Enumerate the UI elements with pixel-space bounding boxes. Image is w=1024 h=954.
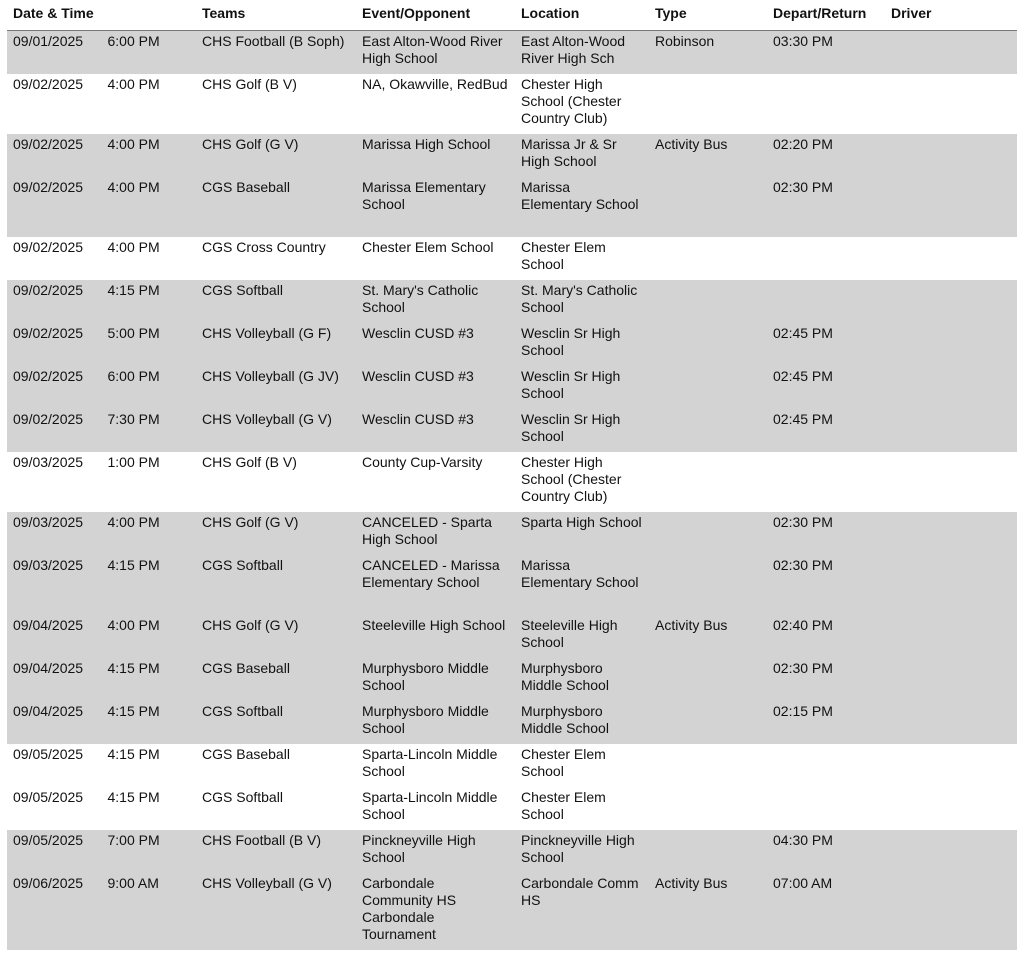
cell-date: 09/03/2025 (7, 512, 102, 555)
cell-type (649, 409, 767, 452)
cell-depart: 02:20 PM (767, 134, 885, 177)
cell-type: Activity Bus (649, 615, 767, 658)
cell-driver (885, 787, 1017, 830)
cell-team: CHS Volleyball (G V) (196, 873, 356, 950)
cell-driver (885, 323, 1017, 366)
cell-event: Wesclin CUSD #3 (356, 366, 515, 409)
cell-date: 09/05/2025 (7, 744, 102, 787)
cell-date: 09/05/2025 (7, 787, 102, 830)
table-row (7, 452, 1017, 512)
cell-date: 09/02/2025 (7, 237, 102, 280)
cell-time: 1:00 PM (102, 452, 197, 512)
cell-location: Chester High School (Chester Country Club) (515, 74, 649, 134)
cell-date: 09/02/2025 (7, 177, 102, 237)
table-row (7, 701, 1017, 744)
cell-event: NA, Okawville, RedBud (356, 74, 515, 134)
cell-depart: 02:45 PM (767, 366, 885, 409)
cell-location: Chester High School (Chester Country Club) (515, 452, 649, 512)
cell-time: 4:00 PM (102, 237, 197, 280)
cell-time: 4:00 PM (102, 615, 197, 658)
cell-location: Steeleville High School (515, 615, 649, 658)
table-row (7, 615, 1017, 658)
cell-location: St. Mary's Catholic School (515, 280, 649, 323)
cell-date: 09/02/2025 (7, 409, 102, 452)
cell-type (649, 744, 767, 787)
cell-team: CHS Golf (G V) (196, 615, 356, 658)
cell-type (649, 237, 767, 280)
cell-time: 4:15 PM (102, 701, 197, 744)
cell-time: 5:00 PM (102, 323, 197, 366)
cell-team: CGS Softball (196, 280, 356, 323)
cell-time: 4:15 PM (102, 555, 197, 615)
cell-driver (885, 134, 1017, 177)
cell-date: 09/02/2025 (7, 323, 102, 366)
cell-date: 09/04/2025 (7, 701, 102, 744)
schedule-table (7, 5, 1017, 950)
cell-type (649, 512, 767, 555)
header-date-time: Date & Time (7, 5, 196, 31)
cell-location: East Alton-Wood River High Sch (515, 31, 649, 75)
cell-type (649, 323, 767, 366)
cell-depart (767, 74, 885, 134)
cell-driver (885, 744, 1017, 787)
cell-event: Marissa High School (356, 134, 515, 177)
cell-depart: 03:30 PM (767, 31, 885, 75)
cell-location: Chester Elem School (515, 744, 649, 787)
cell-event: CANCELED - Sparta High School (356, 512, 515, 555)
cell-type (649, 658, 767, 701)
cell-date: 09/05/2025 (7, 830, 102, 873)
cell-location: Chester Elem School (515, 237, 649, 280)
cell-driver (885, 701, 1017, 744)
cell-date: 09/04/2025 (7, 658, 102, 701)
cell-driver (885, 615, 1017, 658)
header-location: Location (515, 5, 649, 31)
cell-time: 6:00 PM (102, 31, 197, 75)
table-row (7, 134, 1017, 177)
cell-time: 7:30 PM (102, 409, 197, 452)
cell-event: Wesclin CUSD #3 (356, 323, 515, 366)
table-row (7, 177, 1017, 237)
cell-event: Sparta-Lincoln Middle School (356, 744, 515, 787)
cell-time: 4:15 PM (102, 787, 197, 830)
cell-time: 4:15 PM (102, 280, 197, 323)
cell-time: 6:00 PM (102, 366, 197, 409)
table-row (7, 237, 1017, 280)
cell-depart: 02:30 PM (767, 512, 885, 555)
table-row (7, 74, 1017, 134)
cell-location: Marissa Elementary School (515, 555, 649, 615)
table-row (7, 555, 1017, 615)
cell-driver (885, 74, 1017, 134)
cell-depart (767, 452, 885, 512)
cell-driver (885, 555, 1017, 615)
cell-team: CGS Baseball (196, 744, 356, 787)
cell-time: 4:00 PM (102, 177, 197, 237)
header-teams: Teams (196, 5, 356, 31)
cell-driver (885, 177, 1017, 237)
cell-event: East Alton-Wood River High School (356, 31, 515, 75)
cell-time: 4:00 PM (102, 512, 197, 555)
cell-depart: 07:00 AM (767, 873, 885, 950)
cell-type (649, 701, 767, 744)
cell-time: 4:15 PM (102, 744, 197, 787)
cell-event: CANCELED - Marissa Elementary School (356, 555, 515, 615)
cell-team: CHS Volleyball (G JV) (196, 366, 356, 409)
cell-location: Marissa Jr & Sr High School (515, 134, 649, 177)
cell-type: Robinson (649, 31, 767, 75)
cell-team: CGS Softball (196, 787, 356, 830)
cell-location: Sparta High School (515, 512, 649, 555)
header-driver: Driver (885, 5, 1017, 31)
cell-type (649, 452, 767, 512)
cell-driver (885, 280, 1017, 323)
cell-team: CHS Golf (B V) (196, 74, 356, 134)
cell-type: Activity Bus (649, 873, 767, 950)
cell-driver (885, 452, 1017, 512)
table-row (7, 658, 1017, 701)
cell-team: CHS Golf (B V) (196, 452, 356, 512)
cell-depart: 02:15 PM (767, 701, 885, 744)
cell-team: CHS Golf (G V) (196, 134, 356, 177)
cell-location: Chester Elem School (515, 787, 649, 830)
cell-time: 4:00 PM (102, 134, 197, 177)
cell-type (649, 555, 767, 615)
cell-driver (885, 658, 1017, 701)
cell-date: 09/04/2025 (7, 615, 102, 658)
cell-date: 09/01/2025 (7, 31, 102, 75)
cell-depart (767, 280, 885, 323)
cell-event: St. Mary's Catholic School (356, 280, 515, 323)
cell-time: 9:00 AM (102, 873, 197, 950)
cell-team: CGS Baseball (196, 658, 356, 701)
cell-location: Wesclin Sr High School (515, 323, 649, 366)
cell-depart: 02:40 PM (767, 615, 885, 658)
table-row (7, 366, 1017, 409)
cell-team: CGS Softball (196, 555, 356, 615)
cell-depart: 02:30 PM (767, 555, 885, 615)
cell-driver (885, 873, 1017, 950)
cell-date: 09/03/2025 (7, 555, 102, 615)
cell-date: 09/03/2025 (7, 452, 102, 512)
cell-location: Wesclin Sr High School (515, 409, 649, 452)
cell-event: Chester Elem School (356, 237, 515, 280)
cell-time: 4:15 PM (102, 658, 197, 701)
cell-team: CHS Football (B Soph) (196, 31, 356, 75)
cell-type: Activity Bus (649, 134, 767, 177)
cell-driver (885, 31, 1017, 75)
cell-driver (885, 512, 1017, 555)
cell-date: 09/02/2025 (7, 74, 102, 134)
schedule-page (7, 0, 1017, 950)
cell-driver (885, 409, 1017, 452)
cell-event: Carbondale Community HS Carbondale Tournament (356, 873, 515, 950)
cell-team: CHS Volleyball (G F) (196, 323, 356, 366)
cell-location: Murphysboro Middle School (515, 658, 649, 701)
cell-time: 7:00 PM (102, 830, 197, 873)
cell-time: 4:00 PM (102, 74, 197, 134)
table-row (7, 744, 1017, 787)
header-event: Event/Opponent (356, 5, 515, 31)
cell-location: Murphysboro Middle School (515, 701, 649, 744)
cell-depart: 02:30 PM (767, 658, 885, 701)
cell-type (649, 830, 767, 873)
cell-event: Sparta-Lincoln Middle School (356, 787, 515, 830)
cell-depart: 02:45 PM (767, 323, 885, 366)
cell-team: CHS Golf (G V) (196, 512, 356, 555)
cell-event: Pinckneyville High School (356, 830, 515, 873)
cell-location: Marissa Elementary School (515, 177, 649, 237)
cell-team: CGS Baseball (196, 177, 356, 237)
table-header-row (7, 5, 1017, 31)
table-row (7, 323, 1017, 366)
table-row (7, 512, 1017, 555)
cell-depart (767, 787, 885, 830)
cell-event: County Cup-Varsity (356, 452, 515, 512)
table-row (7, 280, 1017, 323)
cell-depart: 02:30 PM (767, 177, 885, 237)
cell-type (649, 787, 767, 830)
header-type: Type (649, 5, 767, 31)
cell-depart: 02:45 PM (767, 409, 885, 452)
cell-type (649, 366, 767, 409)
header-depart-return: Depart/Return (767, 5, 885, 31)
cell-date: 09/02/2025 (7, 134, 102, 177)
cell-driver (885, 366, 1017, 409)
cell-driver (885, 237, 1017, 280)
cell-depart (767, 744, 885, 787)
cell-type (649, 74, 767, 134)
cell-team: CGS Cross Country (196, 237, 356, 280)
schedule-rows (7, 31, 1017, 951)
cell-depart: 04:30 PM (767, 830, 885, 873)
cell-date: 09/02/2025 (7, 280, 102, 323)
table-row (7, 31, 1017, 75)
cell-location: Wesclin Sr High School (515, 366, 649, 409)
cell-event: Wesclin CUSD #3 (356, 409, 515, 452)
table-row (7, 873, 1017, 950)
table-row (7, 787, 1017, 830)
table-row (7, 409, 1017, 452)
cell-team: CGS Softball (196, 701, 356, 744)
cell-team: CHS Volleyball (G V) (196, 409, 356, 452)
cell-driver (885, 830, 1017, 873)
cell-type (649, 280, 767, 323)
cell-date: 09/02/2025 (7, 366, 102, 409)
cell-location: Pinckneyville High School (515, 830, 649, 873)
cell-team: CHS Football (B V) (196, 830, 356, 873)
cell-date: 09/06/2025 (7, 873, 102, 950)
cell-depart (767, 237, 885, 280)
cell-type (649, 177, 767, 237)
cell-event: Steeleville High School (356, 615, 515, 658)
cell-event: Murphysboro Middle School (356, 701, 515, 744)
cell-event: Murphysboro Middle School (356, 658, 515, 701)
table-row (7, 830, 1017, 873)
cell-event: Marissa Elementary School (356, 177, 515, 237)
cell-location: Carbondale Comm HS (515, 873, 649, 950)
